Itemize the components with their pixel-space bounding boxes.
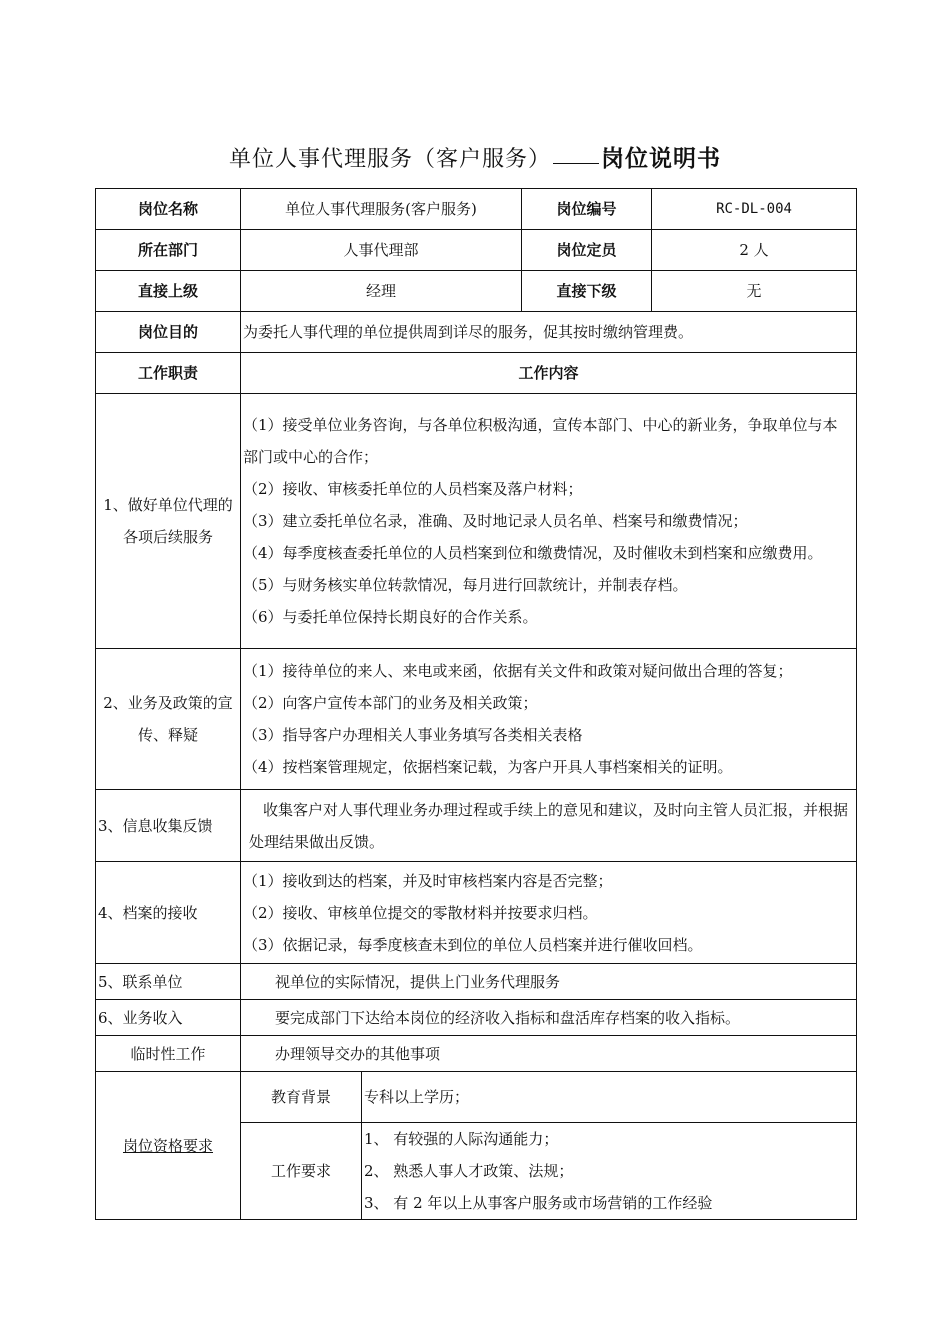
duty-item: （2）接收、审核单位提交的零散材料并按要求归档。 [243, 903, 598, 922]
duty-content [241, 649, 857, 790]
qualification-label: 岗位资格要求 [96, 1072, 241, 1220]
qualification-row-education [96, 1072, 857, 1123]
department-label: 所在部门 [96, 230, 241, 271]
work-requirements [362, 1123, 857, 1220]
superior-value: 经理 [241, 271, 522, 312]
duty-content [241, 862, 857, 964]
position-code-label: 岗位编号 [522, 189, 652, 230]
row-position [96, 189, 857, 230]
duty-item: （4）按档案管理规定，依据档案记载，为客户开具人事档案相关的证明。 [243, 758, 733, 776]
job-description-table [95, 188, 857, 1220]
duty-row-1 [96, 394, 857, 649]
superior-label: 直接上级 [96, 271, 241, 312]
title-blank-line [553, 163, 599, 164]
duty-item: （2）接收、审核委托单位的人员档案及落户材料； [243, 480, 583, 498]
duty-row-3 [96, 790, 857, 862]
work-item: 3、 有 2 年以上从事客户服务或市场营销的工作经验 [364, 1194, 713, 1212]
page-title [0, 140, 950, 173]
duty-name: 临时性工作 [96, 1036, 241, 1072]
duty-name: 6、业务收入 [96, 1000, 241, 1036]
headcount-value: 2 人 [652, 230, 857, 271]
row-superior [96, 271, 857, 312]
work-label: 工作要求 [241, 1123, 362, 1220]
subordinate-value: 无 [652, 271, 857, 312]
headcount-label: 岗位定员 [522, 230, 652, 271]
education-label: 教育背景 [241, 1072, 362, 1123]
duty-name: 4、档案的接收 [96, 862, 241, 964]
duty-item: 收集客户对人事代理业务办理过程或手续上的意见和建议，及时向主管人员汇报，并根据处理结果做出反馈。 [249, 800, 849, 851]
subordinate-label: 直接下级 [522, 271, 652, 312]
row-department [96, 230, 857, 271]
row-purpose [96, 312, 857, 353]
duties-header-right: 工作内容 [241, 353, 857, 394]
title-main: 单位人事代理服务（客户服务） [228, 147, 551, 172]
duty-row-2 [96, 649, 857, 790]
duty-item: （1）接收到达的档案，并及时审核档案内容是否完整； [243, 871, 613, 890]
department-value: 人事代理部 [241, 230, 522, 271]
education-value: 专科以上学历； [362, 1072, 857, 1123]
duty-item: 要完成部门下达给本岗位的经济收入指标和盘活库存档案的收入指标。 [241, 1000, 857, 1036]
duty-item: （3）指导客户办理相关人事业务填写各类相关表格 [243, 726, 583, 744]
duty-item: （3）依据记录，每季度核查未到位的单位人员档案并进行催收回档。 [243, 935, 703, 954]
duty-content [241, 790, 857, 862]
duty-item: （5）与财务核实单位转款情况，每月进行回款统计，并制表存档。 [243, 576, 688, 594]
duty-item: 视单位的实际情况，提供上门业务代理服务 [241, 964, 857, 1000]
purpose-label: 岗位目的 [96, 312, 241, 353]
duty-item: （1）接受单位业务咨询，与各单位积极沟通，宣传本部门、中心的新业务，争取单位与本部门或中心的合作； [243, 416, 838, 466]
duty-row-6 [96, 1000, 857, 1036]
duty-name: 1、做好单位代理的各项后续服务 [96, 394, 241, 649]
duty-name: 5、联系单位 [96, 964, 241, 1000]
purpose-value: 为委托人事代理的单位提供周到详尽的服务，促其按时缴纳管理费。 [241, 312, 857, 353]
duties-header-left: 工作职责 [96, 353, 241, 394]
duty-row-7 [96, 1036, 857, 1072]
duty-item: （2）向客户宣传本部门的业务及相关政策； [243, 694, 538, 712]
duty-item: （1）接待单位的来人、来电或来函，依据有关文件和政策对疑问做出合理的答复； [243, 662, 793, 680]
duty-name: 2、业务及政策的宣传、释疑 [96, 649, 241, 790]
duty-item: （4）每季度核查委托单位的人员档案到位和缴费情况，及时催收未到档案和应缴费用。 [243, 544, 823, 562]
position-name-label: 岗位名称 [96, 189, 241, 230]
duty-item: （6）与委托单位保持长期良好的合作关系。 [243, 608, 538, 626]
duty-item: （3）建立委托单位名录，准确、及时地记录人员名单、档案号和缴费情况； [243, 512, 748, 530]
duty-row-4 [96, 862, 857, 964]
duty-content [241, 394, 857, 649]
title-suffix: 岗位说明书 [601, 146, 721, 172]
duty-name: 3、信息收集反馈 [96, 790, 241, 862]
position-name-value: 单位人事代理服务(客户服务) [241, 189, 522, 230]
work-item: 1、 有较强的人际沟通能力； [364, 1130, 559, 1148]
duty-item: 办理领导交办的其他事项 [241, 1036, 857, 1072]
row-duties-header [96, 353, 857, 394]
position-code-value: RC-DL-004 [652, 189, 857, 230]
work-item: 2、 熟悉人事人才政策、法规； [364, 1162, 574, 1180]
duty-row-5 [96, 964, 857, 1000]
